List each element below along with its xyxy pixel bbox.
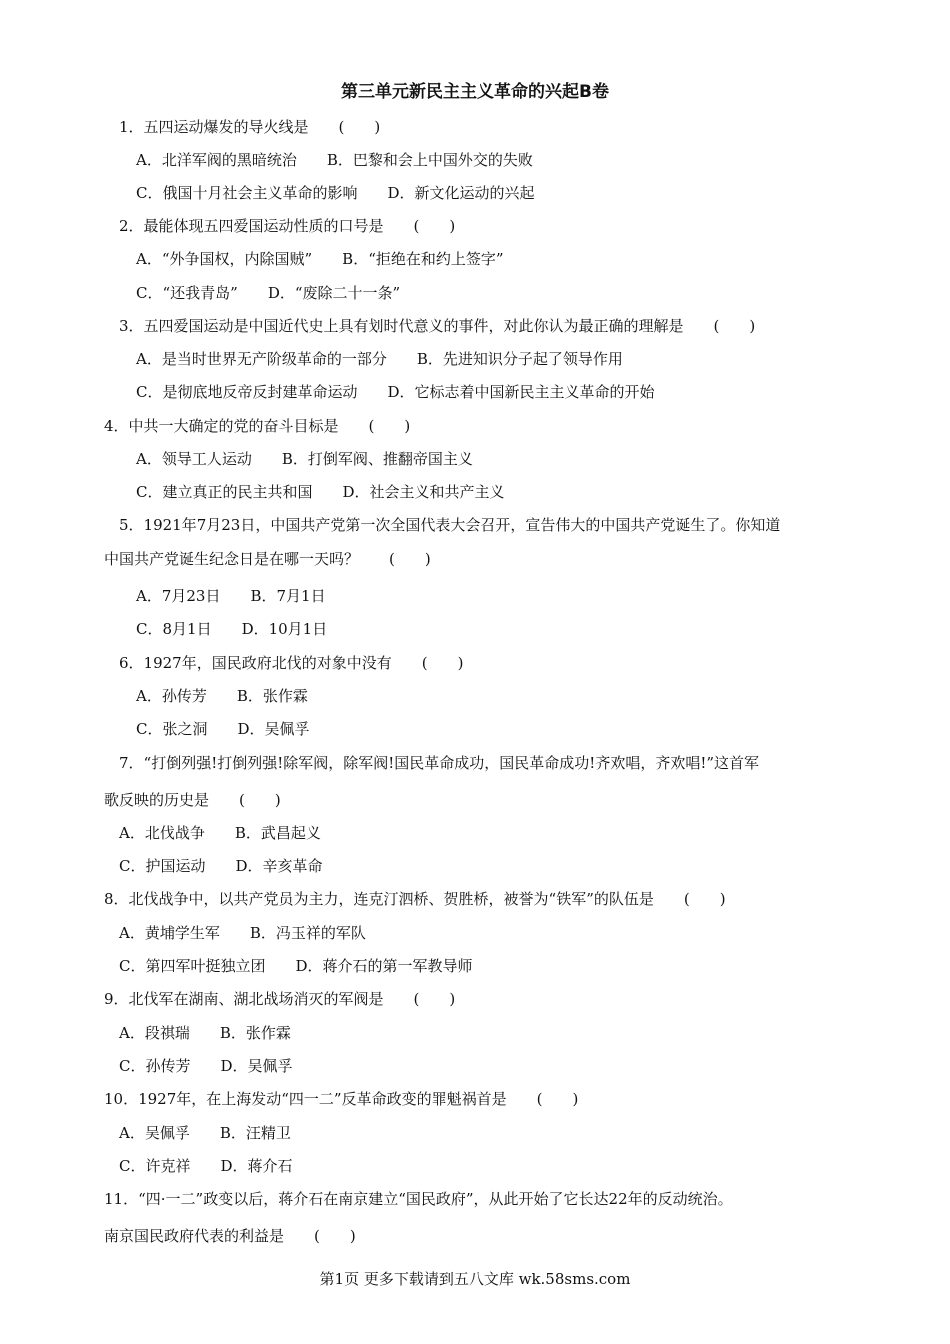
text-line: 11．“四·一二”政变以后，蒋介石在南京建立“国民政府”，从此开始了它长达22年的反动统治。 — [104, 1190, 733, 1208]
text-line: A．“外争国权，内除国贼” B．“拒绝在和约上签字” — [136, 250, 504, 268]
text-line: 10．1927年，在上海发动“四一二”反革命政变的罪魁祸首是 ( ) — [104, 1090, 579, 1108]
text-line: C．俄国十月社会主义革命的影响 D．新文化运动的兴起 — [136, 184, 535, 202]
text-line: A．领导工人运动 B．打倒军阀、推翻帝国主义 — [136, 450, 473, 468]
text-line: C．许克祥 D．蒋介石 — [119, 1157, 293, 1175]
text-line: A．是当时世界无产阶级革命的一部分 B．先进知识分子起了领导作用 — [136, 350, 623, 368]
text-line: A．黄埔学生军 B．冯玉祥的军队 — [119, 924, 366, 942]
text-line: A．7月23日 B．7月1日 — [136, 587, 326, 605]
text-line: C．第四军叶挺独立团 D．蒋介石的第一军教导师 — [119, 957, 473, 975]
text-line: C．建立真正的民主共和国 D．社会主义和共产主义 — [136, 483, 505, 501]
page-title: 第三单元新民主主义革命的兴起B卷 — [341, 82, 609, 102]
text-line: C．孙传芳 D．吴佩孚 — [119, 1057, 293, 1075]
text-line: 9．北伐军在湖南、湖北战场消灭的军阀是 ( ) — [104, 990, 456, 1008]
text-line: 2．最能体现五四爱国运动性质的口号是 ( ) — [119, 217, 456, 235]
text-line: 歌反映的历史是 ( ) — [104, 791, 281, 809]
text-line: 中国共产党诞生纪念日是在哪一天吗？ ( ) — [104, 550, 431, 568]
text-line: C．张之洞 D．吴佩孚 — [136, 720, 310, 738]
text-line: 南京国民政府代表的利益是 ( ) — [104, 1227, 356, 1245]
text-line: 7．“打倒列强!打倒列强!除军阀，除军阀!国民革命成功，国民革命成功!齐欢唱，齐欢唱!”这首军 — [119, 754, 760, 772]
text-line: C．护国运动 D．辛亥革命 — [119, 857, 323, 875]
page-footer: 第1页 更多下载请到五八文库 wk.58sms.com — [319, 1270, 631, 1288]
text-line: A．孙传芳 B．张作霖 — [136, 687, 308, 705]
text-line: C．“还我青岛” D．“废除二十一条” — [136, 284, 401, 302]
text-line: C．是彻底地反帝反封建革命运动 D．它标志着中国新民主主义革命的开始 — [136, 383, 655, 401]
text-line: C．8月1日 D．10月1日 — [136, 620, 328, 638]
text-line: 1．五四运动爆发的导火线是 ( ) — [119, 118, 381, 136]
text-line: 4．中共一大确定的党的奋斗目标是 ( ) — [104, 417, 411, 435]
text-line: 5．1921年7月23日，中国共产党第一次全国代表大会召开，宣告伟大的中国共产党诞生了。你知道 — [119, 516, 781, 534]
text-line: A．吴佩孚 B．汪精卫 — [119, 1124, 291, 1142]
text-line: A．北洋军阀的黑暗统治 B．巴黎和会上中国外交的失败 — [136, 151, 533, 169]
text-line: 3．五四爱国运动是中国近代史上具有划时代意义的事件，对此你认为最正确的理解是 ( ) — [119, 317, 756, 335]
text-line: A．北伐战争 B．武昌起义 — [119, 824, 321, 842]
text-line: 6．1927年，国民政府北伐的对象中没有 ( ) — [119, 654, 464, 672]
text-line: A．段祺瑞 B．张作霖 — [119, 1024, 291, 1042]
text-line: 8．北伐战争中，以共产党员为主力，连克汀泗桥、贺胜桥，被誉为“铁军”的队伍是 ( ) — [104, 890, 726, 908]
